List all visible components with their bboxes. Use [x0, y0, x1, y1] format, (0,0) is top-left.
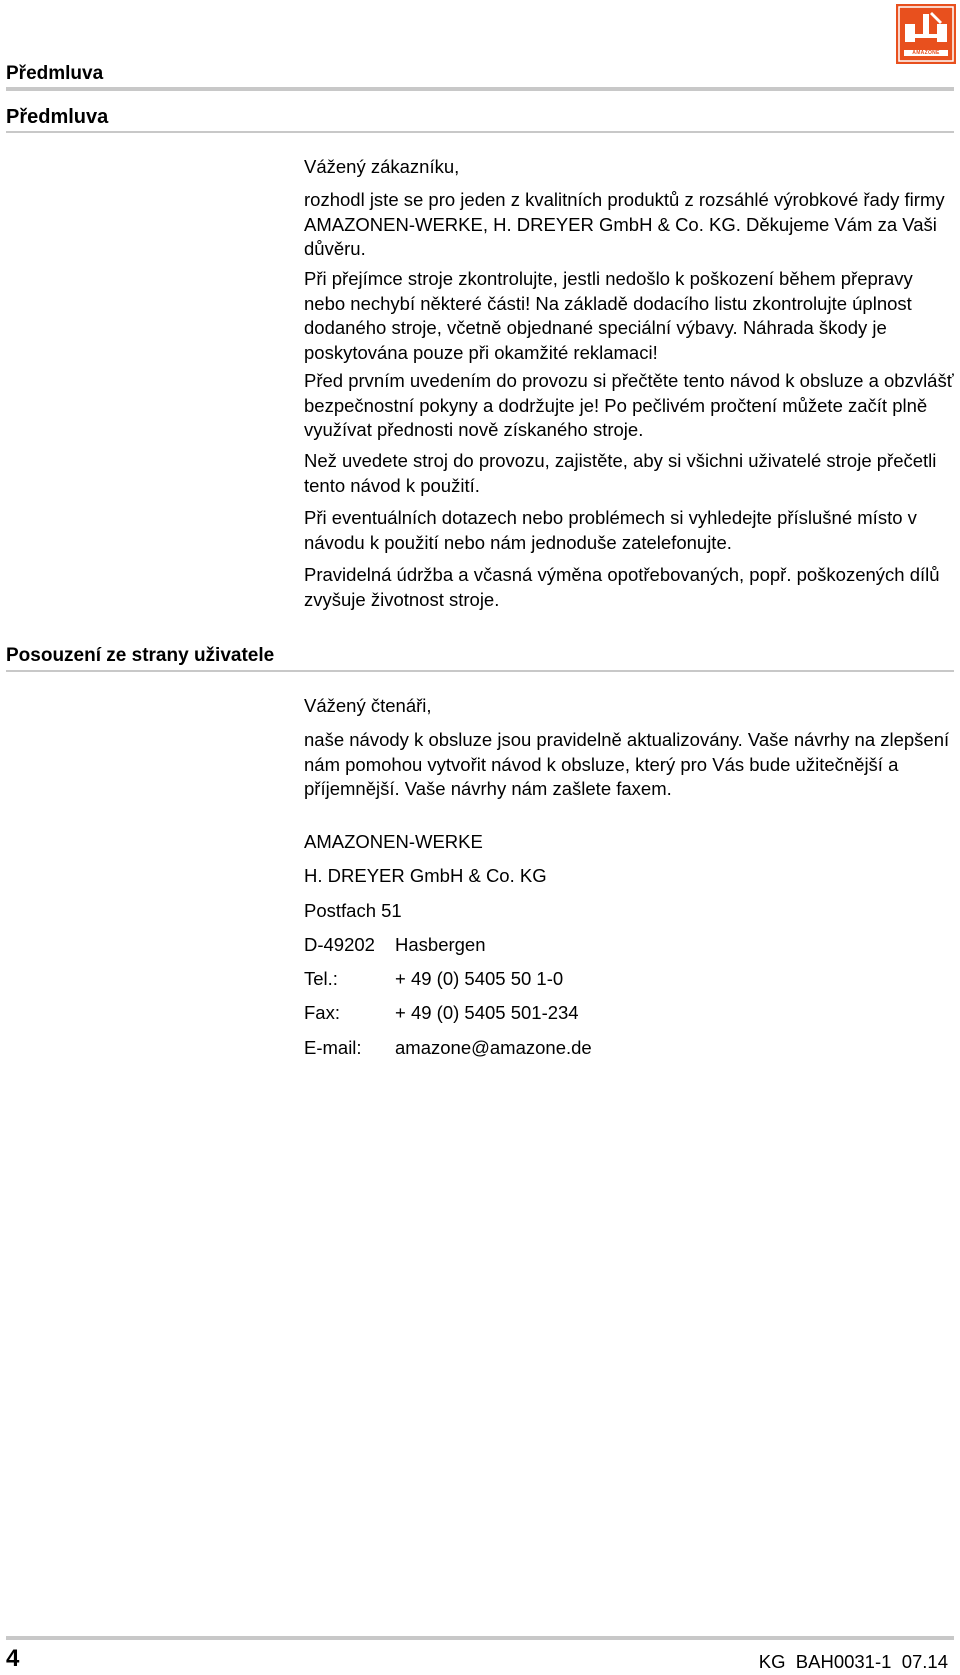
feedback-salutation: Vážený čtenáři,	[304, 695, 432, 716]
page-number: 4	[6, 1645, 20, 1672]
running-header-title: Předmluva	[6, 63, 104, 84]
contact-company: AMAZONEN-WERKE	[304, 831, 483, 852]
preface-paragraph: Než uvedete stroj do provozu, zajistěte, aby si všichni uživatelé stroje přečetli tento návod k použití.	[304, 450, 937, 496]
document-code: KG BAH0031-1 07.14	[758, 1651, 948, 1672]
contact-postbox: Postfach 51	[304, 900, 402, 921]
contact-city: Hasbergen	[395, 934, 486, 955]
section-title-preface: Předmluva	[6, 106, 109, 128]
contact-fax: + 49 (0) 5405 501-234	[395, 1002, 579, 1023]
preface-paragraph: Pravidelná údržba a včasná výměna opotřebovaných, popř. poškozených dílů zvyšuje životnost stroje.	[304, 564, 940, 610]
amazone-logo	[896, 4, 956, 64]
contact-zip: D-49202	[304, 934, 375, 955]
footer-divider	[6, 1636, 954, 1640]
header-divider	[6, 87, 954, 91]
contact-email-row	[304, 1036, 592, 1060]
section-title-feedback: Posouzení ze strany uživatele	[6, 645, 275, 666]
contact-company-2: H. DREYER GmbH & Co. KG	[304, 865, 547, 886]
preface-paragraph: Při eventuálních dotazech nebo problémech si vyhledejte příslušné místo v návodu k použití nebo nám jednoduše zatelefonujte.	[304, 507, 917, 553]
preface-salutation: Vážený zákazníku,	[304, 156, 460, 177]
section-divider	[6, 131, 954, 133]
contact-tel-row	[304, 967, 563, 991]
contact-fax-row	[304, 1001, 579, 1025]
contact-tel-label: Tel.:	[304, 968, 338, 989]
logo-text: AMAZONE	[912, 50, 940, 56]
preface-paragraph: Při přejímce stroje zkontrolujte, jestli nedošlo k poškození během přepravy nebo nechybí některé části! Na základě dodacího listu zkontrolujte úplnost dodaného stroje, včetně objednané speciální výbavy. Náhrada škody je poskytována pouze při okamžité reklamaci!	[304, 268, 913, 363]
contact-fax-label: Fax:	[304, 1002, 340, 1023]
contact-address	[304, 933, 486, 957]
contact-email-label: E-mail:	[304, 1037, 362, 1058]
preface-paragraph: Před prvním uvedením do provozu si přečtěte tento návod k obsluze a obzvlášť bezpečnostní pokyny a dodržujte je! Po pečlivém pročtení můžete začít plně využívat přednosti nově získaného stroje.	[304, 370, 954, 441]
section-divider	[6, 670, 954, 672]
feedback-paragraph: naše návody k obsluze jsou pravidelně aktualizovány. Vaše návrhy na zlepšení nám pomohou vytvořit návod k obsluze, který pro Vás bude užitečnější a příjemnější. Vaše návrhy nám zašlete faxem.	[304, 729, 950, 800]
contact-tel: + 49 (0) 5405 50 1-0	[395, 968, 564, 989]
contact-email[interactable]: amazone@amazone.de	[395, 1037, 592, 1058]
preface-paragraph: rozhodl jste se pro jeden z kvalitních produktů z rozsáhlé výrobkové řady firmy AMAZONEN-WERKE, H. DREYER GmbH & Co. KG. Děkujeme Vám za Vaši důvěru.	[304, 189, 945, 260]
